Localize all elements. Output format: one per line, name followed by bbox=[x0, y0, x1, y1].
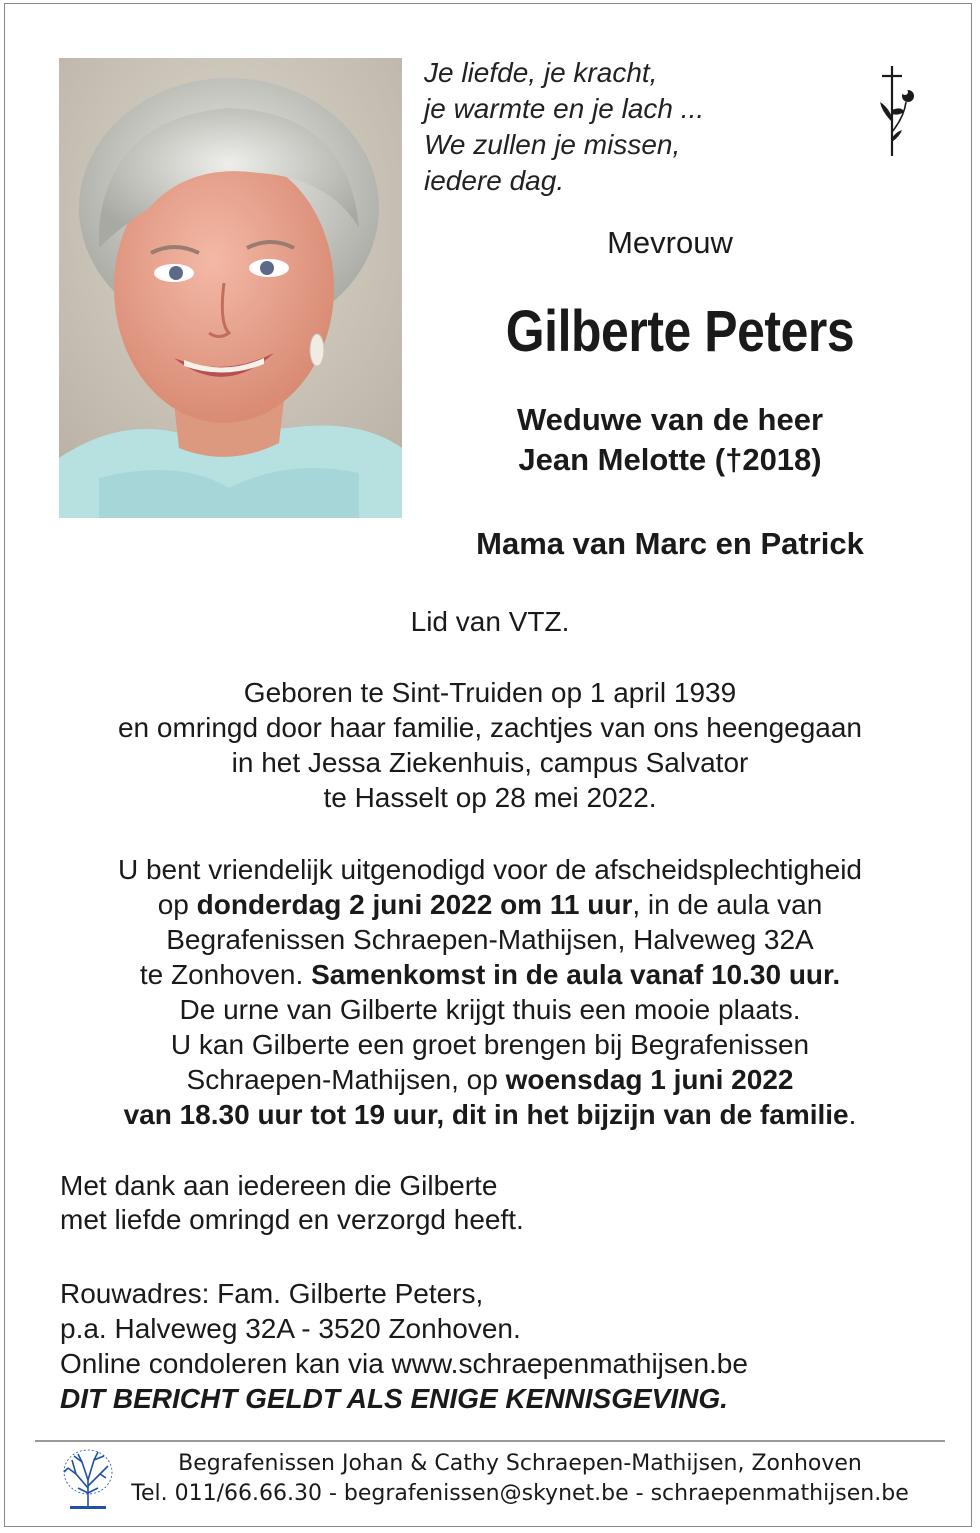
spouse-info bbox=[440, 400, 900, 480]
poem-line: We zullen je missen, bbox=[424, 129, 681, 160]
honorific-title: Mevrouw bbox=[607, 225, 733, 260]
membership-text: Lid van VTZ. bbox=[410, 606, 570, 637]
text-line: Rouwadres: Fam. Gilberte Peters, bbox=[60, 1278, 484, 1309]
text-span: , in de aula van bbox=[632, 889, 823, 920]
text-line: De urne van Gilberte krijgt thuis een mooie plaats. bbox=[179, 994, 801, 1025]
text-line: U kan Gilberte een groet brengen bij Begrafenissen bbox=[170, 1029, 810, 1060]
text-line bbox=[0, 1062, 980, 1097]
poem bbox=[424, 55, 824, 199]
tree-logo-icon bbox=[62, 1448, 114, 1510]
spouse-line: Weduwe van de heer bbox=[516, 402, 824, 437]
text-line: en omringd door haar familie, zachtjes van ons heengegaan bbox=[117, 712, 863, 743]
ceremony-text bbox=[0, 852, 980, 1132]
text-line bbox=[0, 957, 980, 992]
visit-date: woensdag 1 juni 2022 bbox=[505, 1064, 794, 1095]
text-line: p.a. Halveweg 32A - 3520 Zonhoven. bbox=[60, 1313, 521, 1344]
text-span: op bbox=[157, 889, 197, 920]
official-notice: DIT BERICHT GELDT ALS ENIGE KENNISGEVING. bbox=[60, 1383, 728, 1414]
text-line: Met dank aan iedereen die Gilberte bbox=[60, 1170, 498, 1201]
poem-line: je warmte en je lach ... bbox=[424, 93, 705, 124]
condolence-link-text: Online condoleren kan via www.schraepenmathijsen.be bbox=[60, 1348, 748, 1379]
text-span: te Zonhoven. bbox=[139, 959, 312, 990]
text-line: Geboren te Sint-Truiden op 1 april 1939 bbox=[243, 677, 737, 708]
mourning-address bbox=[60, 1276, 748, 1416]
birth-death-text bbox=[0, 675, 980, 815]
poem-line: iedere dag. bbox=[424, 165, 565, 196]
text-line bbox=[0, 1097, 980, 1132]
funeral-home-contact: Tel. 011/66.66.30 - begrafenissen@skynet.be - schraepenmathijsen.be bbox=[131, 1481, 909, 1506]
text-line: in het Jessa Ziekenhuis, campus Salvator bbox=[231, 747, 749, 778]
portrait-photo bbox=[59, 58, 402, 518]
portrait-illustration bbox=[59, 58, 402, 518]
gathering-time: Samenkomst in de aula vanaf 10.30 uur. bbox=[311, 959, 841, 990]
poem-line: Je liefde, je kracht, bbox=[424, 57, 658, 88]
text-line: te Hasselt op 28 mei 2022. bbox=[323, 782, 657, 813]
spouse-line: Jean Melotte (†2018) bbox=[518, 442, 822, 477]
ceremony-date: donderdag 2 juni 2022 om 11 uur bbox=[196, 889, 633, 920]
children-info: Mama van Marc en Patrick bbox=[476, 526, 864, 561]
text-span: . bbox=[848, 1099, 857, 1130]
cross-flower-icon bbox=[872, 62, 922, 160]
text-line: Begrafenissen Schraepen-Mathijsen, Halveweg 32A bbox=[166, 924, 814, 955]
visit-time: van 18.30 uur tot 19 uur, dit in het bijzijn van de familie bbox=[123, 1099, 849, 1130]
funeral-home-name: Begrafenissen Johan & Cathy Schraepen-Mathijsen, Zonhoven bbox=[178, 1451, 862, 1476]
funeral-home-footer bbox=[120, 1449, 920, 1509]
text-line bbox=[0, 887, 980, 922]
text-line: U bent vriendelijk uitgenodigd voor de afscheidsplechtigheid bbox=[117, 854, 863, 885]
thanks-text bbox=[60, 1169, 524, 1237]
footer-divider bbox=[35, 1440, 945, 1442]
deceased-name: Gilberte Peters bbox=[505, 299, 855, 364]
text-line: met liefde omringd en verzorgd heeft. bbox=[60, 1204, 524, 1235]
text-span: Schraepen-Mathijsen, op bbox=[186, 1064, 506, 1095]
